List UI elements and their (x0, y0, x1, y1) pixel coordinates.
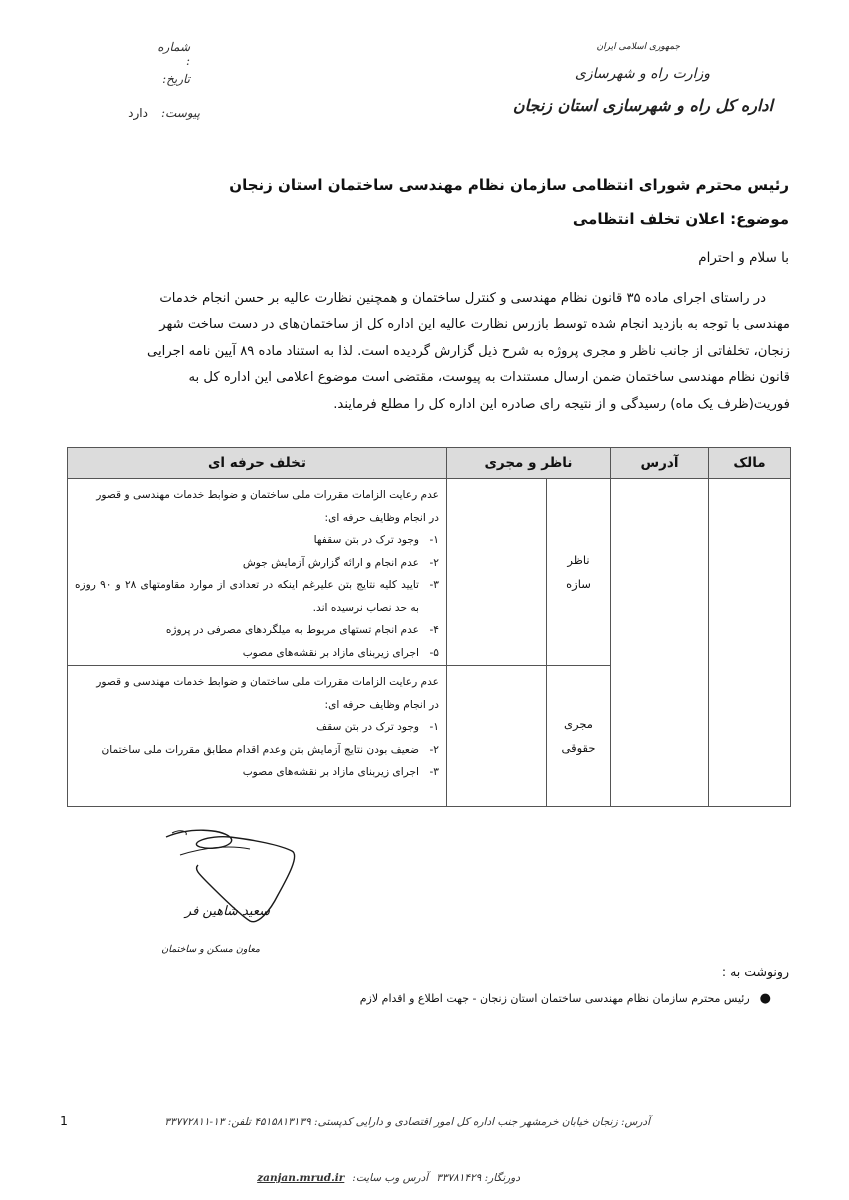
item-number: ۱- (429, 534, 439, 546)
letterhead-department: اداره کل راه و شهرسازی استان زنجان (512, 96, 773, 115)
item-text: عدم انجام و ارائه گزارش آزمایش جوش (242, 556, 419, 569)
role-line: مجری (564, 717, 593, 731)
violation-item (75, 642, 439, 665)
violation-item (75, 739, 439, 762)
violation-cell (68, 479, 447, 666)
violation-item (75, 574, 439, 619)
bullet-icon: ● (759, 991, 771, 1006)
subject-heading: موضوع: اعلان تخلف انتظامی (572, 210, 789, 228)
item-text: وجود ترک در بتن سقفها (313, 534, 419, 546)
item-number: ۱- (429, 721, 439, 733)
recipient-heading: رئیس محترم شورای انتظامی سازمان نظام مهندسی ساختمان استان زنجان (229, 176, 789, 194)
address-cell (611, 479, 709, 807)
supervisor-contractor-header: ناظر و مجری (447, 448, 611, 479)
item-number: ۴- (429, 624, 439, 636)
empty-cell (447, 479, 547, 666)
owner-header: مالک (709, 448, 791, 479)
item-text: عدم انجام تستهای مربوط به میلگردهای مصرفی در پروژه (165, 624, 419, 636)
page-number: 1 (60, 1113, 68, 1128)
violation-intro: در انجام وظایف حرفه ای: (324, 511, 439, 524)
violation-item (75, 552, 439, 575)
letterhead-ministry: وزارت راه و شهرسازی (574, 66, 710, 82)
violation-item (75, 619, 439, 642)
footer-website-label: آدرس وب سایت: (352, 1172, 429, 1184)
body-line: قانون نظام مهندسی ساختمان ضمن ارسال مستندات به پیوست، مقتضی است موضوع اعلامی این اداره کل به (188, 370, 790, 386)
address-header: آدرس (611, 448, 709, 479)
violation-intro: در انجام وظایف حرفه ای: (324, 698, 439, 711)
violation-item (75, 529, 439, 552)
violation-item (75, 716, 439, 739)
signatory-name: سعید شاهین فر (184, 904, 270, 919)
date-label: تاریخ: (162, 72, 190, 86)
violation-header: تخلف حرفه ای (68, 448, 447, 479)
table-header-row (68, 448, 791, 479)
attachment-value: دارد (128, 106, 148, 120)
body-line: فوریت(ظرف یک ماه) رسیدگی و از نتیجه رای صادره این اداره کل را مطلع فرمایند. (333, 396, 790, 412)
violation-cell (68, 666, 447, 807)
item-text: اجرای زیربنای مازاد بر نقشه‌های مصوب (242, 766, 419, 778)
cc-label: رونوشت به : (721, 964, 789, 979)
role-line: سازه (566, 577, 591, 591)
body-line: در راستای اجرای ماده ۳۵ قانون نظام مهندسی و کنترل ساختمان و همچنین نظارت عالیه بر حسن انجام خدمات (159, 291, 766, 306)
cc-item (360, 991, 771, 1006)
role-cell-contractor (547, 666, 611, 807)
item-text: ضعیف بودن نتایج آزمایش بتن وعدم اقدام مطابق مقررات ملی ساختمان (101, 743, 419, 756)
item-number: ۲- (429, 743, 439, 756)
owner-cell (709, 479, 791, 807)
footer-web (257, 1172, 520, 1184)
violation-intro: عدم رعایت الزامات مقررات ملی ساختمان و ضوابط خدمات مهندسی و قصور (96, 676, 439, 688)
item-number: ۵- (429, 646, 439, 659)
violation-intro: عدم رعایت الزامات مقررات ملی ساختمان و ضوابط خدمات مهندسی و قصور (96, 489, 439, 501)
item-text: وجود ترک در بتن سقف (316, 721, 419, 733)
item-number: ۳- (429, 579, 439, 591)
item-number: ۳- (429, 766, 439, 778)
violation-item (75, 761, 439, 784)
number-label: شماره : (157, 40, 190, 68)
greeting: با سلام و احترام (698, 250, 789, 266)
letterhead-country: جمهوری اسلامی ایران (596, 42, 680, 52)
role-cell-supervisor (547, 479, 611, 666)
signatory-title: معاون مسکن و ساختمان (161, 944, 260, 955)
role-line: حقوقی (561, 741, 596, 755)
body-line: مهندسی با توجه به بازدید انجام شده توسط بازرس نظارت عالیه این اداره کل از ساختمان‌های در دست ساخت شهر (159, 317, 790, 333)
role-line: ناظر (567, 553, 590, 567)
table-row (68, 479, 791, 666)
body-paragraph (64, 286, 790, 418)
footer-website-link[interactable]: zanjan.mrud.ir (257, 1172, 345, 1184)
empty-cell (447, 666, 547, 807)
item-number: ۲- (429, 556, 439, 569)
cc-item-text: رئیس محترم سازمان نظام مهندسی ساختمان استان زنجان - جهت اطلاع و اقدام لازم (359, 992, 750, 1005)
body-line: زنجان، تخلفاتی از جانب ناظر و مجری پروژه به شرح ذیل گزارش گردیده است. لذا به استناد ماده ۸۹ آیین نامه اجرایی (147, 343, 790, 359)
violations-table (67, 447, 791, 807)
item-text: اجرای زیربنای مازاد بر نقشه‌های مصوب (242, 646, 419, 659)
footer-address: آدرس: زنجان خیابان خرمشهر جنب اداره کل امور اقتصادی و دارایی کدپستی: ۴۵۱۵۸۱۳۱۳۹ تلفن: ۱۳-۳۳۷۷۲۸۱۱ (164, 1116, 650, 1128)
footer-fax: دورنگار: ۳۳۷۸۱۴۲۹ (436, 1172, 520, 1184)
attachment-label: پیوست: (160, 106, 200, 120)
item-text: تایید کلیه نتایج بتن علیرغم اینکه در تعدادی از موارد مقاومتهای ۲۸ و ۹۰ روزه به حد نصاب نرسیده اند. (75, 579, 420, 614)
